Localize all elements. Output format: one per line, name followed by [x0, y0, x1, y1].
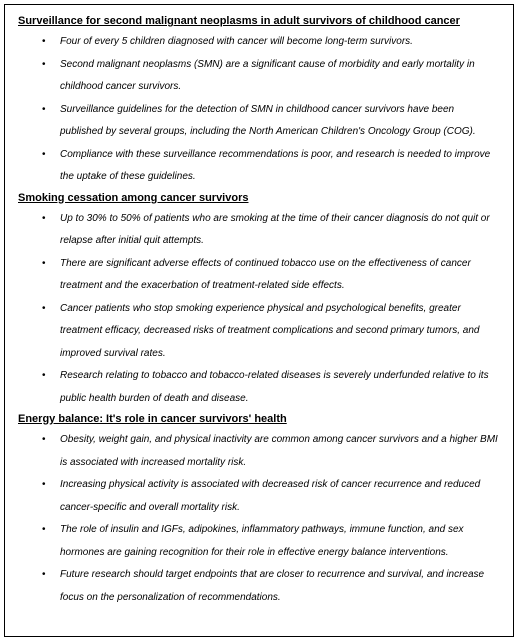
document-box: [4, 4, 514, 637]
list-item: [5, 54, 513, 99]
bullet-dot-icon: •: [42, 257, 46, 269]
list-item: [5, 429, 513, 474]
bullet-text: Four of every 5 children diagnosed with cancer will become long-term survivors.: [60, 36, 413, 47]
bullet-text: Surveillance guidelines for the detection of SMN in childhood cancer survivors have been published by several groups, including the North American Children's Oncology Group (COG).: [60, 103, 476, 137]
list-item: [5, 208, 513, 253]
bullet-list: [5, 208, 513, 411]
section-heading: Energy balance: It's role in cancer survivors' health: [18, 413, 287, 425]
list-item: [5, 365, 513, 410]
list-item: [5, 253, 513, 298]
bullet-list: [5, 429, 513, 609]
section-heading: Smoking cessation among cancer survivors: [18, 191, 249, 204]
bullet-text: Compliance with these surveillance recommendations is poor, and research is needed to improve the uptake of these guidelines.: [60, 148, 491, 182]
bullet-dot-icon: •: [42, 434, 46, 445]
bullet-text: The role of insulin and IGFs, adipokines, inflammatory pathways, immune function, and sex hormones are gaining recognition for their role in effective energy balance interventions.: [60, 524, 464, 558]
bullet-list: [5, 31, 513, 189]
list-item: [5, 474, 513, 519]
section-heading: Surveillance for second malignant neoplasms in adult survivors of childhood cancer: [18, 15, 460, 27]
list-item: [5, 298, 513, 366]
bullet-dot-icon: •: [42, 36, 46, 47]
bullet-dot-icon: •: [42, 524, 46, 535]
bullet-dot-icon: •: [42, 58, 46, 70]
bullet-text: Future research should target endpoints that are closer to recurrence and survival, and increase focus on the personalization of recommendations.: [60, 569, 485, 603]
section-smn-surveillance: [5, 14, 513, 189]
bullet-dot-icon: •: [42, 370, 46, 381]
bullet-dot-icon: •: [42, 569, 46, 580]
list-item: [5, 564, 513, 609]
bullet-text: There are significant adverse effects of continued tobacco use on the effectiveness of cancer treatment and the exacerbation of treatment-related side effects.: [60, 257, 471, 291]
bullet-dot-icon: •: [42, 148, 46, 160]
list-item: [5, 31, 513, 54]
list-item: [5, 99, 513, 144]
list-item: [5, 144, 513, 189]
bullet-text: Cancer patients who stop smoking experience physical and psychological benefits, greater treatment efficacy, decreased risks of treatment complications and second primary tumors, and improved survival rates.: [60, 302, 480, 359]
bullet-dot-icon: •: [42, 302, 46, 314]
bullet-text: Increasing physical activity is associated with decreased risk of cancer recurrence and reduced cancer-specific and overall mortality risk.: [60, 479, 481, 513]
bullet-text: Research relating to tobacco and tobacco-related diseases is severely underfunded relative to its public health burden of death and disease.: [60, 370, 489, 404]
section-energy-balance: [5, 412, 513, 609]
bullet-text: Obesity, weight gain, and physical inactivity are common among cancer survivors and a higher BMI is associated with increased mortality risk.: [60, 434, 498, 468]
section-smoking-cessation: [5, 191, 513, 411]
bullet-dot-icon: •: [42, 103, 46, 115]
bullet-text: Second malignant neoplasms (SMN) are a significant cause of morbidity and early mortality in childhood cancer survivors.: [60, 58, 475, 92]
bullet-text: Up to 30% to 50% of patients who are smoking at the time of their cancer diagnosis do not quit or relapse after initial quit attempts.: [60, 212, 490, 246]
list-item: [5, 519, 513, 564]
bullet-dot-icon: •: [42, 479, 46, 490]
bullet-dot-icon: •: [42, 212, 46, 224]
